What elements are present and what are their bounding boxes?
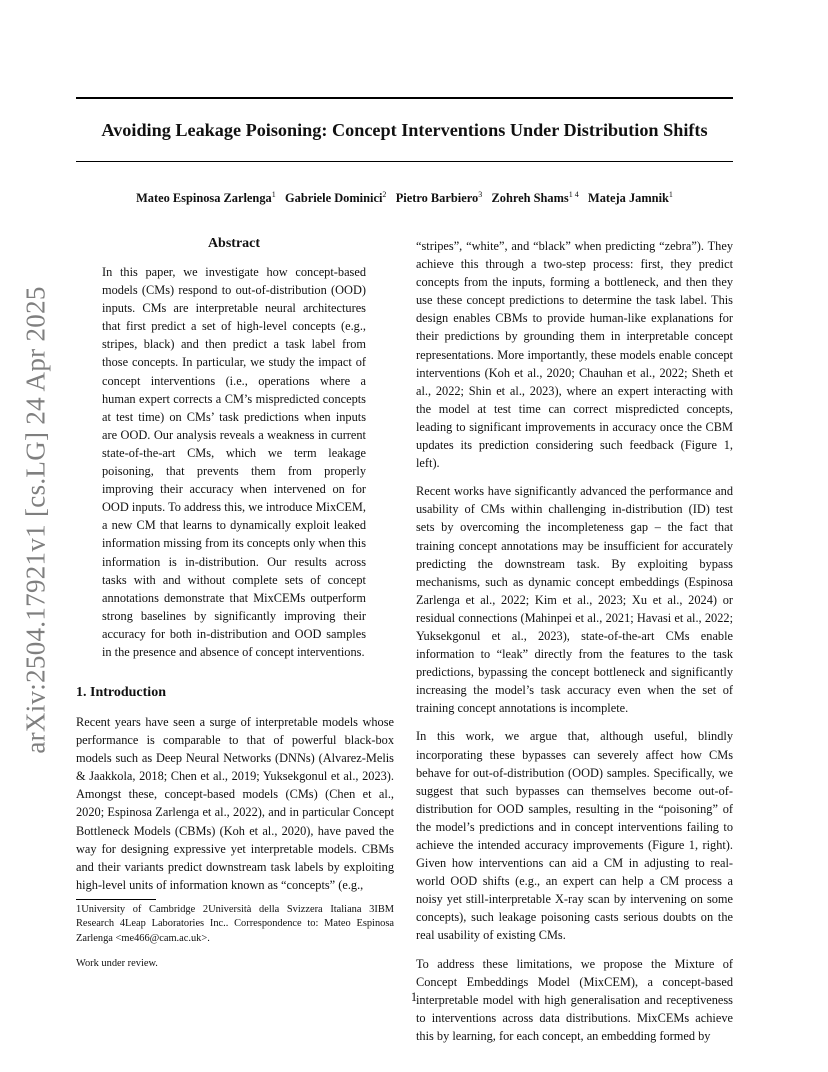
author-5-affiliation: 1	[668, 190, 673, 199]
top-rule	[76, 97, 733, 99]
arxiv-stamp: arXiv:2504.17921v1 [cs.LG] 24 Apr 2025	[20, 286, 51, 754]
author-2: Gabriele Dominici	[285, 191, 383, 206]
abstract-body: In this paper, we investigate how concept-based models (CMs) respond to out-of-distribution (OOD) inputs. CMs are interpretable neural architectures that first predict a set of high-level concepts (e.g., stripes, black) and then predict a task label from those concepts. In particular, we study the impact of concept interventions (i.e., operations where a human expert corrects a CM’s mispredicted concepts at test time) on CMs’ task predictions when inputs are OOD. Our analysis reveals a weakness in current state-of-the-art CMs, which we term leakage poisoning, that prevents them from properly improving their accuracy when intervened on for OOD inputs. To address this, we introduce MixCEM, a new CM that learns to dynamically exploit leaked information missing from its concepts only when this information is in-distribution. Our results across tasks with and without complete sets of concept annotations demonstrate that MixCEMs outperform strong baselines by significantly improving their accuracy for both in-distribution and OOD samples in the presence and absence of concept interventions.	[102, 265, 366, 659]
author-3-affiliation: 3	[478, 190, 483, 199]
page-number: 1	[410, 990, 418, 1004]
abstract-heading: Abstract	[207, 236, 261, 251]
affiliation-footnote: 1University of Cambridge 2Università della Svizzera Italiana 3IBM Research 4Leap Laboratories Inc.. Correspondence to: Mateo Espinosa Zarlenga <me466@cam.ac.uk>.	[76, 904, 394, 944]
author-list	[76, 190, 733, 206]
intro-paragraph-3: In this work, we argue that, although useful, blindly incorporating these bypasses can severely affect how CMs behave for out-of-distribution (OOD) samples. Specifically, we suggest that such bypasses can themselves become out-of-distribution for OOD samples, resulting in the “poisoning” of the model’s predictions and in concept interventions failing to achieve the intended accuracy improvements (Figure 1, right). Given how interventions can aid a CM in adjusting to real-world OOD shifts (e.g., an expert can help a CM process a noisy yet still-interpretable X-ray scan by intervening on some concepts), such leakage poisoning casts serious doubts on the real usability of existing CMs.	[416, 729, 733, 943]
author-1: Mateo Espinosa Zarlenga	[136, 191, 272, 206]
intro-paragraph-4: To address these limitations, we propose the Mixture of Concept Embeddings Model (MixCEM), a concept-based interpretable model with high generalisation and receptiveness to interventions across data distributions. MixCEMs achieve this by learning, for each concept, an embedding formed by	[416, 956, 733, 1043]
author-4: Zohreh Shams	[491, 191, 569, 206]
title-rule	[76, 161, 733, 162]
intro-paragraph-1-left	[76, 713, 394, 894]
intro-paragraph-1-continued: “stripes”, “white”, and “black” when predicting “zebra”). They achieve this through a two-step process: first, they predict concepts from the inputs, forming a bottleneck, and then they use these concept predictions to determine the task label. This design enables CBMs to provide human-like explanations for their predictions by grounding them in interpretable concept representations. More importantly, these models enable concept interventions (Koh et al., 2020; Chauhan et al., 2022; Sheth et al., 2022; Shin et al., 2023), where an expert interacting with the model at test time can correct mispredicted concepts, leading to significant improvements in accuracy once the CBM updates its prediction considering such feedback (Figure 1, left).	[416, 239, 733, 471]
section-heading-introduction: 1. Introduction	[76, 685, 166, 700]
paper-title: Avoiding Leakage Poisoning: Concept Interventions Under Distribution Shifts	[101, 120, 708, 140]
footnote-rule	[76, 899, 156, 900]
author-5: Mateja Jamnik	[588, 191, 669, 206]
intro-paragraph-1: Recent years have seen a surge of interpretable models whose performance is comparable to that of powerful black-box models such as Deep Neural Networks (DNNs) (Alvarez-Melis & Jaakkola, 2018; Chen et al., 2019; Yuksekgonul et al., 2023). Amongst these, concept-based models (CMs) (Chen et al., 2020; Espinosa Zarlenga et al., 2022), and in particular Concept Bottleneck Models (CBMs) (Koh et al., 2020), have paved the way for designing expressive yet interpretable models. CBMs and their variants predict downstream task labels by exploiting high-level units of information known as “concepts” (e.g.,	[76, 715, 394, 892]
right-column	[416, 237, 733, 1045]
author-2-affiliation: 2	[382, 190, 387, 199]
author-3: Pietro Barbiero	[395, 191, 479, 206]
author-4-affiliation: 1 4	[568, 190, 579, 199]
author-1-affiliation: 1	[271, 190, 276, 199]
review-note: Work under review.	[76, 958, 158, 969]
intro-paragraph-2: Recent works have significantly advanced the performance and usability of CMs within challenging in-distribution (ID) test sets by overcoming the incompleteness gap – the fact that training concept annotations may be insufficient for accurately predicting the downstream task. By exploiting bypass mechanisms, such as dynamic concept embeddings (Espinosa Zarlenga et al., 2022; Kim et al., 2023; Xu et al., 2024) or residual connections (Mahinpei et al., 2021; Havasi et al., 2022; Yuksekgonul et al., 2023), state-of-the-art CMs enable information to “leak” directly from the features to the task predictions, bypassing the concept bottleneck and significantly increasing the model’s task accuracy even when the set of training concept annotations is incomplete.	[416, 484, 733, 716]
